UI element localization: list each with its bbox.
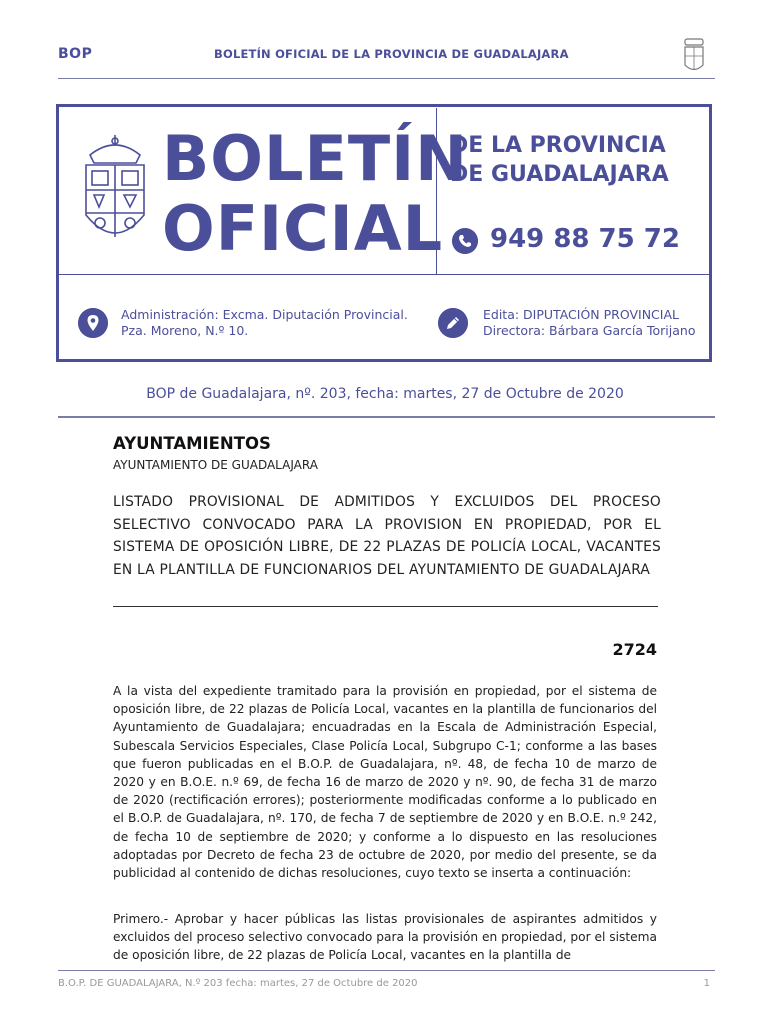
footer-text: B.O.P. DE GUADALAJARA, N.º 203 fecha: martes, 27 de Octubre de 2020 xyxy=(58,978,418,989)
page-number: 1 xyxy=(703,978,710,989)
phone-icon xyxy=(452,228,478,254)
header-bop-label: BOP xyxy=(58,46,93,62)
header-rule xyxy=(58,78,715,79)
masthead-province-line1: DE LA PROVINCIA xyxy=(450,133,666,158)
masthead-word-oficial: OFICIAL xyxy=(162,192,444,265)
section-subtitle: AYUNTAMIENTO DE GUADALAJARA xyxy=(113,458,318,472)
body-paragraph-1: A la vista del expediente tramitado para la provisión en propiedad, por el sistema de oposición libre, de 22 plazas de Policía Local, vacantes en la plantilla de funcionarios del Ayuntamiento de Guadalajara; encuadradas en la Escala de Administración Especial, Subescala Servicios Especiales, Clase Policía Local, Subgrupo C-1; conforme a las bases que fueron publicadas en el B.O.P. de Guadalajara, nº. 48, de fecha 10 de marzo de 2020 y en B.O.E. n.º 69, de fecha 16 de marzo de 2020 y nº. 90, de fecha 31 de marzo de 2020 (rectificación errores); posteriormente modificadas conforme a lo publicado en el B.O.P. de Guadalajara, nº. 170, de fecha 7 de septiembre de 2020 y en B.O.E. n.º 242, de fecha 10 de septiembre de 2020; y conforme a lo dispuesto en las resoluciones adoptadas por Decreto de fecha 23 de octubre de 2020, por medio del presente, se da publicidad al contenido de dichas resoluciones, cuyo texto se inserta a continuación: xyxy=(113,684,657,881)
document-title-rule xyxy=(113,606,658,607)
masthead-admin-line1: Administración: Excma. Diputación Provincial. xyxy=(121,307,408,322)
masthead-editor-line1: Edita: DIPUTACIÓN PROVINCIAL xyxy=(483,307,679,322)
masthead-admin-line2: Pza. Moreno, N.º 10. xyxy=(121,323,249,338)
footer-rule xyxy=(58,970,715,971)
issue-line: BOP de Guadalajara, nº. 203, fecha: martes, 27 de Octubre de 2020 xyxy=(146,386,624,402)
document-title: LISTADO PROVISIONAL DE ADMITIDOS Y EXCLUIDOS DEL PROCESO SELECTIVO CONVOCADO PARA LA PROVISION EN PROPIEDAD, POR EL SISTEMA DE OPOSICIÓN LIBRE, DE 22 PLAZAS DE POLICÍA LOCAL, VACANTES EN LA PLANTILLA DE FUNCIONARIOS DEL AYUNTAMIENTO DE GUADALAJARA xyxy=(113,494,661,578)
masthead-province-line2: DE GUADALAJARA xyxy=(450,162,669,187)
masthead-editor-line2: Directora: Bárbara García Torijano xyxy=(483,323,696,338)
header-publication-title: BOLETÍN OFICIAL DE LA PROVINCIA DE GUADALAJARA xyxy=(214,47,569,61)
crest-small-icon xyxy=(682,37,706,75)
issue-rule xyxy=(58,416,715,418)
body-paragraph-2: Primero.- Aprobar y hacer públicas las listas provisionales de aspirantes admitidos y excluidos del proceso selectivo convocado para la provisión en propiedad, por el sistema de oposición libre, de 22 plazas de Policía Local, vacantes en la plantilla de xyxy=(113,912,657,963)
masthead-phone: 949 88 75 72 xyxy=(490,224,680,254)
announcement-number: 2724 xyxy=(612,640,657,659)
masthead-divider-horizontal xyxy=(59,274,709,275)
coat-of-arms-icon xyxy=(80,133,150,253)
masthead-word-boletin: BOLETÍN xyxy=(162,122,469,195)
pencil-icon xyxy=(438,308,468,338)
section-title: AYUNTAMIENTOS xyxy=(113,434,271,453)
location-pin-icon xyxy=(78,308,108,338)
